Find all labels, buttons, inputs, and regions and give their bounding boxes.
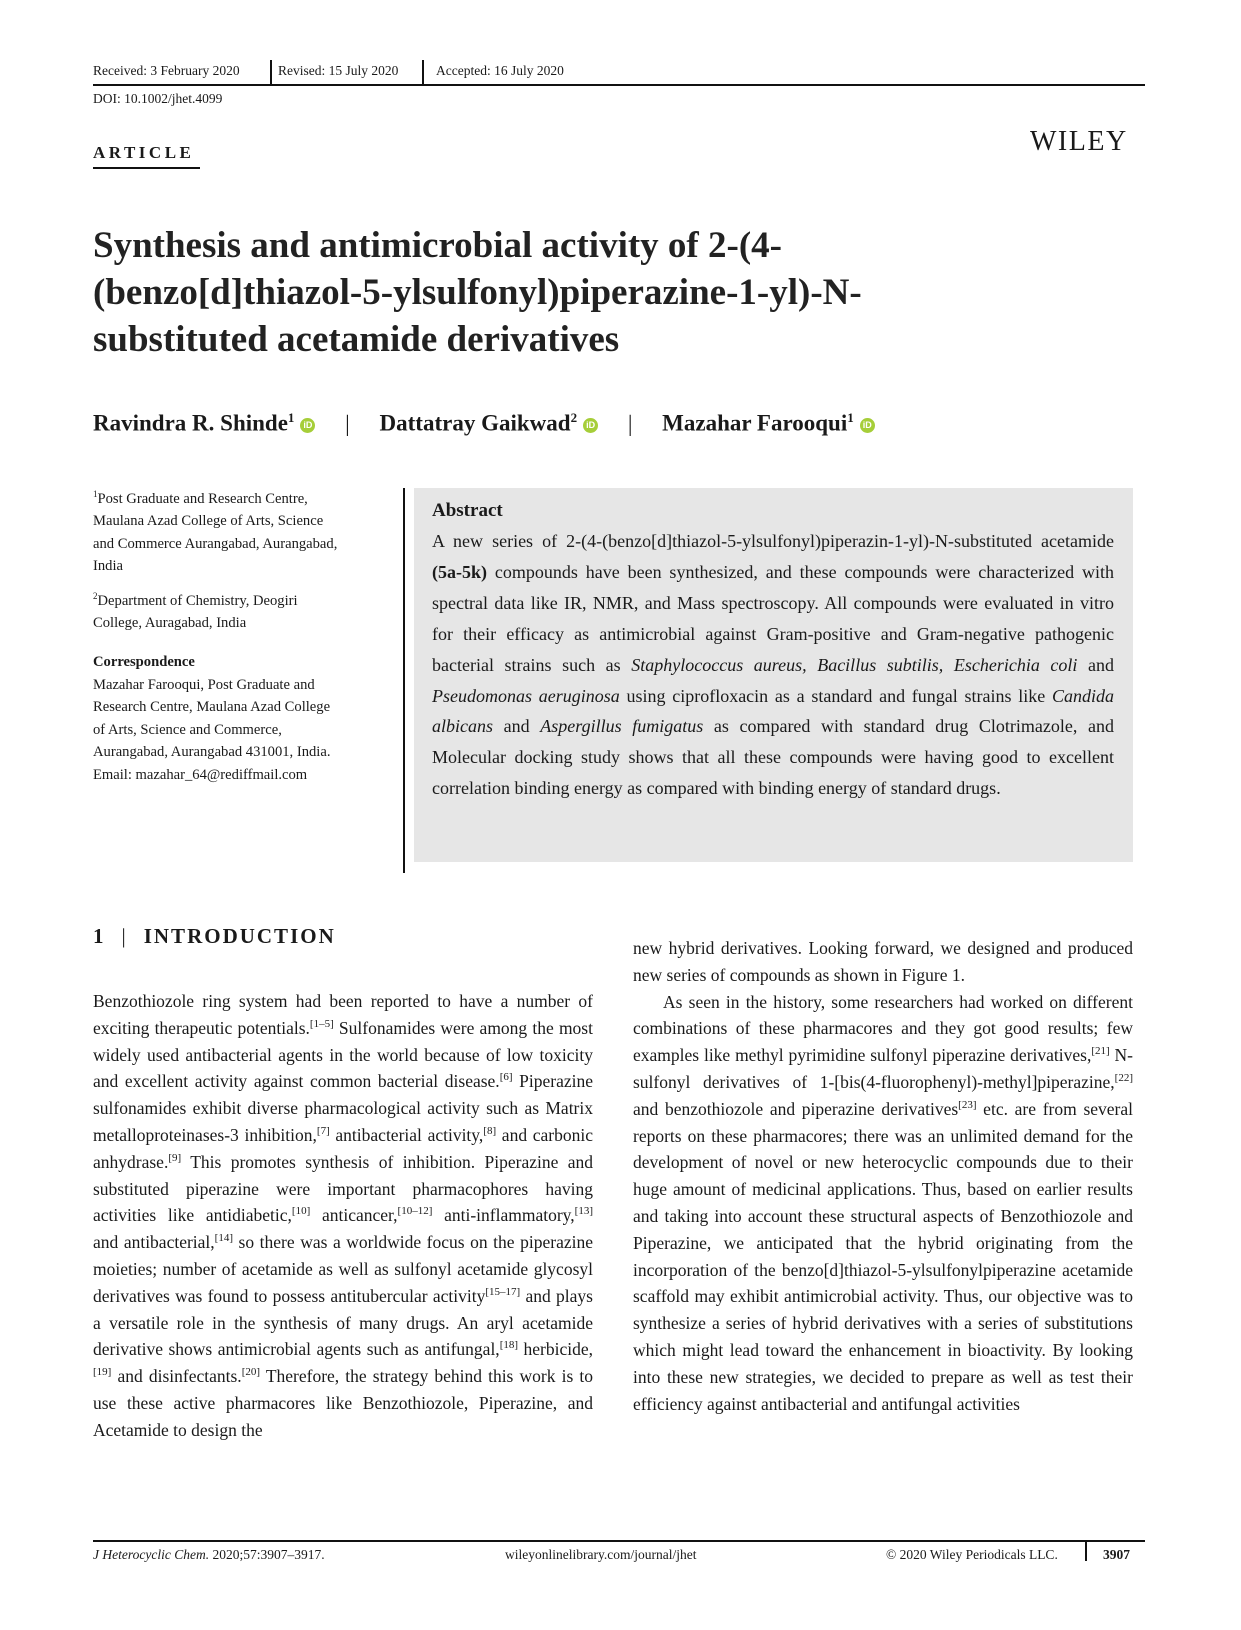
author-separator: |: [345, 410, 350, 436]
footer-citation: [93, 1547, 325, 1563]
section-number: 1: [93, 924, 104, 948]
correspondence-line: Research Centre, Maulana Azad College: [93, 699, 331, 715]
intro-right-column: [633, 935, 1133, 1417]
author-list: [93, 410, 875, 437]
publication-dates: [93, 60, 1143, 82]
journal-url[interactable]: wileyonlinelibrary.com/journal/jhet: [505, 1547, 697, 1562]
section-title: INTRODUCTION: [143, 924, 336, 948]
author-affiliation-mark: 1: [847, 410, 854, 425]
correspondence-line: of Arts, Science and Commerce,: [93, 721, 282, 738]
affiliation-line: Department of Chemistry, Deogiri: [97, 592, 298, 609]
journal-name: J Heterocyclic Chem.: [93, 1547, 210, 1562]
orcid-icon[interactable]: iD: [860, 418, 875, 433]
author-name[interactable]: Ravindra R. Shinde: [93, 410, 288, 436]
affiliation-1: [93, 483, 393, 578]
abstract-divider: [403, 488, 405, 873]
footer-separator: [1085, 1541, 1087, 1561]
affiliation-line: Maulana Azad College of Arts, Science: [93, 513, 324, 530]
citation-ref[interactable]: [7]: [316, 1125, 330, 1138]
date-separator: [270, 60, 272, 84]
citation-ref[interactable]: [14]: [214, 1232, 233, 1245]
paper-title: [93, 222, 1093, 363]
publisher-logo: WILEY: [1030, 126, 1128, 157]
received-date: Received: 3 February 2020: [93, 63, 240, 78]
citation-ref[interactable]: [19]: [93, 1366, 112, 1379]
citation-ref[interactable]: [8]: [483, 1125, 497, 1138]
orcid-icon[interactable]: iD: [583, 418, 598, 433]
citation-ref[interactable]: [1–5]: [309, 1017, 334, 1030]
correspondence-line: Mazahar Farooqui, Post Graduate and: [93, 676, 315, 693]
header-rule: [93, 84, 1145, 86]
body-paragraph: As seen in the history, some researchers had worked on different combinations of these pharmacores and they got good results; few examples like methyl pyrimidine sulfonyl piperazine derivatives,[21] N-sulfonyl derivatives of 1-[bis(4-fluorophenyl)-methyl]piperazine,[22] and benzothiozole and piperazine derivatives[23] etc. are from several reports on these pharmacores; there was an unlimited demand for the development of novel or new heterocyclic compounds due to their huge amount of medicinal applications. Thus, based on earlier results and taking into account these structural aspects of Benzothiozole and Piperazine, we anticipated that the hybrid originating from the incorporation of the benzo[d]thiazol-5-ylsulfonylpiperazine acetamide scaffold may exhibit antimicrobial activity. Thus, our objective was to synthesize a series of hybrid derivatives with a series of substitutions which might lead toward the enhancement in bioactivity. By looking into these new strategies, we decided to prepare as well as test their efficiency against antibacterial and antifungal activities: [633, 991, 1134, 1414]
author-affiliation-mark: 2: [570, 410, 578, 425]
citation-ref[interactable]: [23]: [958, 1098, 977, 1111]
intro-left-column: [93, 988, 593, 1444]
revised-date: Revised: 15 July 2020: [278, 63, 399, 78]
author-separator: |: [627, 410, 633, 436]
citation-ref[interactable]: [22]: [1114, 1072, 1133, 1085]
page-number: 3907: [1103, 1547, 1130, 1562]
affiliation-number: 2: [93, 591, 98, 601]
affiliation-line: College, Auragabad, India: [93, 615, 247, 632]
doi[interactable]: DOI: 10.1002/jhet.4099: [93, 91, 223, 106]
title-line: Synthesis and antimicrobial activity of 2-(4-: [93, 225, 782, 266]
abstract-text: A new series of 2-(4-(benzo[d]thiazol-5-ylsulfonyl)piperazin-1-yl)-N-substituted acetamide (5a-5k) compounds have been synthesized, and these compounds were characterized with spectral data like IR, NMR, and Mass spectroscopy. All compounds were evaluated in vitro for their efficacy as antimicrobial against Gram-positive and Gram-negative pathogenic bacterial strains such as Staphylococcus aureus, Bacillus subtilis, Escherichia coli and Pseudomonas aeruginosa using ciprofloxacin as a standard and fungal strains like Candida albicans and Aspergillus fumigatus as compared with standard drug Clotrimazole, and Molecular docking study shows that all these compounds were having good to excellent correlation binding energy as compared with binding energy of standard drugs.: [432, 531, 1114, 799]
author-affiliation-mark: 1: [287, 410, 295, 425]
footer-rule: [93, 1540, 1145, 1542]
correspondence-email[interactable]: Email: mazahar_64@rediffmail.com: [93, 766, 308, 783]
citation-ref[interactable]: [10]: [291, 1205, 311, 1218]
title-line: substituted acetamide derivatives: [93, 319, 620, 360]
affiliation-2: [93, 585, 393, 635]
citation-ref[interactable]: [18]: [499, 1339, 519, 1352]
citation-ref[interactable]: [10–12]: [397, 1205, 433, 1218]
date-separator: [422, 60, 424, 84]
section-separator: |: [121, 924, 126, 948]
copyright: © 2020 Wiley Periodicals LLC.: [886, 1547, 1058, 1562]
affiliation-number: 1: [93, 489, 98, 499]
article-type-label: ARTICLE: [93, 143, 195, 162]
author-name[interactable]: Mazahar Farooqui: [662, 410, 848, 436]
citation-ref[interactable]: [21]: [1091, 1045, 1110, 1058]
body-paragraph: new hybrid derivatives. Looking forward, we designed and produced new series of compounds as shown in Figure 1.: [633, 938, 1133, 985]
affiliation-line: and Commerce Aurangabad, Aurangabad,: [93, 535, 338, 552]
citation-ref[interactable]: [20]: [241, 1366, 261, 1379]
citation-ref[interactable]: [13]: [574, 1205, 593, 1218]
citation-ref[interactable]: [15–17]: [485, 1285, 521, 1298]
correspondence-line: Aurangabad, Aurangabad 431001, India.: [93, 744, 331, 760]
correspondence: [93, 651, 393, 786]
article-label-underline: [93, 167, 200, 169]
affiliation-line: India: [93, 558, 123, 575]
affiliation-line: Post Graduate and Research Centre,: [97, 490, 308, 507]
citation-ref[interactable]: [9]: [168, 1151, 182, 1164]
correspondence-heading: Correspondence: [93, 654, 195, 670]
citation-ref[interactable]: [6]: [499, 1071, 513, 1084]
section-heading: [93, 924, 336, 949]
accepted-date: Accepted: 16 July 2020: [436, 63, 564, 78]
orcid-icon[interactable]: iD: [300, 418, 315, 433]
citation-text: 2020;57:3907–3917.: [209, 1547, 325, 1562]
abstract-heading: Abstract: [432, 500, 503, 521]
title-line: (benzo[d]thiazol-5-ylsulfonyl)piperazine-1-yl)-N-: [93, 272, 862, 313]
abstract-box: [414, 488, 1133, 862]
author-name[interactable]: Dattatray Gaikwad: [379, 410, 571, 436]
body-paragraph: Benzothiozole ring system had been reported to have a number of exciting therapeutic potentials.[1–5] Sulfonamides were among the most widely used antibacterial agents in the world because of low toxicity and excellent activity against common bacterial disease.[6] Piperazine sulfonamides exhibit diverse pharmacological activity such as Matrix metalloproteinases-3 inhibition,[7] antibacterial activity,[8] and carbonic anhydrase.[9] This promotes synthesis of inhibition. Piperazine and substituted piperazine were important pharmacophores having activities like antidiabetic,[10] anticancer,[10–12] anti-inflammatory,[13] and antibacterial,[14] so there was a worldwide focus on the piperazine moieties; number of acetamide as well as sulfonyl acetamide glycosyl derivatives was found to possess antitubercular activity[15–17] and plays a versatile role in the synthesis of many drugs. An aryl acetamide derivative shows antimicrobial agents such as antifungal,[18] herbicide,[19] and disinfectants.[20] Therefore, the strategy behind this work is to use these active pharmacores like Benzothiozole, Piperazine, and Acetamide to design the: [93, 991, 594, 1440]
